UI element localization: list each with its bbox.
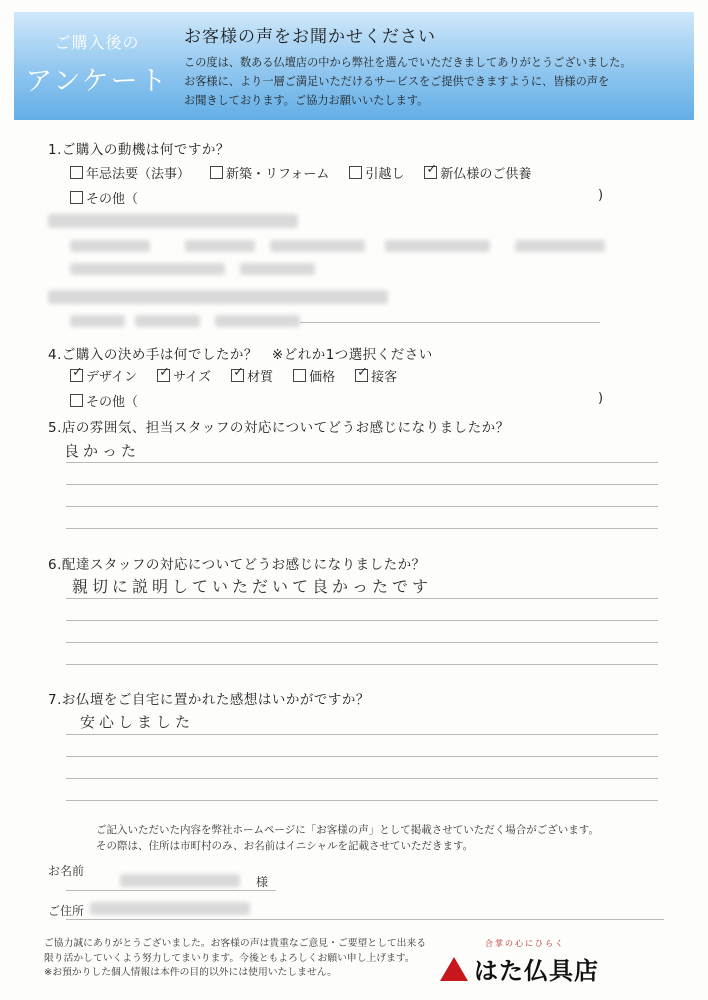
- answer-line: [66, 778, 658, 779]
- question-7: 7.お仏壇をご自宅に置かれた感想はいかがですか？: [48, 692, 370, 708]
- checkbox[interactable]: [293, 369, 306, 382]
- answer-line: [66, 734, 658, 735]
- name-field-line[interactable]: [66, 890, 276, 891]
- footer-line: ご協力誠にありがとうございました。お客様の声は貴重なご意見・ご要望として出来る: [44, 938, 427, 949]
- question-4: 4.ご購入の決め手は何でしたか？ ※どれか1つ選択ください: [48, 347, 433, 363]
- option-label: 年忌法要（法事）: [86, 167, 191, 182]
- redacted-option: [70, 315, 125, 327]
- other-label: その他（: [86, 192, 139, 207]
- checkbox[interactable]: [70, 394, 83, 407]
- answer-q7: 安心しました: [80, 713, 195, 731]
- name-label: お名前: [48, 864, 85, 878]
- answer-line: [66, 756, 658, 757]
- q4-other[interactable]: [70, 391, 138, 410]
- answer-line: [66, 620, 658, 621]
- redacted-option: [240, 263, 315, 275]
- q1-option[interactable]: [424, 163, 531, 182]
- header-left: [22, 30, 172, 98]
- option-label: 材質: [247, 370, 274, 385]
- survey-header: [14, 12, 694, 120]
- redacted-option: [135, 315, 200, 327]
- header-right: [184, 22, 684, 110]
- q4-option[interactable]: [70, 366, 137, 385]
- option-label: デザイン: [86, 370, 138, 385]
- address-field-line[interactable]: [66, 919, 664, 920]
- notice-line: ご記入いただいた内容を弊社ホームページに「お客様の声」として掲載させていただく場合がございます。: [96, 824, 599, 836]
- question-5: 5.店の雰囲気、担当スタッフの対応についてどうお感じになりましたか？: [48, 420, 510, 436]
- footer-line: ※お預かりした個人情報は本件の目的以外には使用いたしません。: [44, 967, 337, 978]
- intro-line: この度は、数ある仏壇店の中から弊社を選んでいただきましてありがとうございました。: [184, 56, 632, 69]
- checkbox[interactable]: [70, 191, 83, 204]
- q1-option[interactable]: [210, 163, 329, 182]
- answer-line: [66, 528, 658, 529]
- redacted-option: [185, 240, 255, 252]
- option-label: 引越し: [365, 167, 405, 182]
- option-label: 新築・リフォーム: [226, 167, 330, 182]
- header-big-title: アンケート: [25, 66, 169, 97]
- checkbox-checked[interactable]: [157, 369, 170, 382]
- q1-options: [70, 163, 531, 182]
- q1-other[interactable]: [70, 188, 138, 207]
- option-label: 価格: [309, 370, 336, 385]
- checkbox-checked[interactable]: [70, 369, 83, 382]
- checkbox[interactable]: [210, 166, 223, 179]
- q4-options: [70, 366, 397, 385]
- name-suffix: 様: [256, 875, 269, 889]
- redacted-option: [70, 263, 225, 275]
- q1-option[interactable]: [70, 163, 190, 182]
- answer-line: [66, 642, 658, 643]
- redacted-option: [215, 315, 300, 327]
- answer-line: [66, 484, 658, 485]
- answer-line: [66, 462, 658, 463]
- checkbox[interactable]: [70, 166, 83, 179]
- q1-close-paren: ): [598, 188, 604, 203]
- checkbox[interactable]: [349, 166, 362, 179]
- checkbox-checked[interactable]: [231, 369, 244, 382]
- footer-line: 限り活かしていくよう努力してまいります。今後ともよろしくお願い申し上げます。: [44, 952, 415, 964]
- q1-option[interactable]: [349, 163, 404, 182]
- intro-line: お聞きしております。ご協力お願いいたします。: [184, 94, 429, 107]
- redacted-option: [70, 240, 150, 252]
- intro-line: お客様に、より一層ご満足いただけるサービスをご提供できますように、皆様の声を: [184, 75, 610, 88]
- redacted-option: [385, 240, 490, 252]
- answer-line: [66, 664, 658, 665]
- q4-option[interactable]: [231, 366, 273, 385]
- mountain-icon: [440, 957, 468, 981]
- address-label: ご住所: [48, 904, 85, 918]
- question-1: 1.ご購入の動機は何ですか？: [48, 142, 230, 158]
- q4-option[interactable]: [157, 366, 211, 385]
- answer-q6: 親切に説明していただいて良かったです: [72, 577, 433, 596]
- header-title: お客様の声をお聞かせください: [184, 27, 436, 47]
- logo-name: はた仏具店: [474, 956, 599, 985]
- redacted-question-2: [48, 214, 298, 228]
- other-label: その他（: [86, 395, 139, 410]
- publication-notice: [96, 822, 599, 854]
- checkbox-checked[interactable]: [355, 369, 368, 382]
- option-label: 接客: [371, 370, 398, 385]
- redacted-question-3: [48, 290, 388, 304]
- q4-close-paren: ): [598, 391, 604, 406]
- question-6: 6.配達スタッフの対応についてどうお感じになりましたか？: [48, 557, 426, 573]
- checkbox-checked[interactable]: [424, 166, 437, 179]
- option-label: サイズ: [173, 370, 212, 385]
- q4-option[interactable]: [293, 366, 335, 385]
- notice-line: その際は、住所は市町村のみ、お名前はイニシャルを記載させていただきます。: [96, 840, 474, 852]
- answer-line: [300, 322, 600, 323]
- redacted-name: [120, 874, 240, 887]
- redacted-address: [90, 902, 250, 915]
- company-logo: [440, 938, 610, 985]
- answer-line: [66, 800, 658, 801]
- header-small-title: ご購入後の: [54, 33, 140, 52]
- redacted-option: [270, 240, 365, 252]
- answer-line: [66, 506, 658, 507]
- footer-thanks: [44, 937, 426, 981]
- header-intro: [184, 53, 684, 110]
- q4-option[interactable]: [355, 366, 397, 385]
- answer-q5: 良かった: [64, 442, 141, 460]
- option-label: 新仏様のご供養: [440, 167, 532, 182]
- logo-tagline: 合掌の心にひらく: [485, 939, 565, 948]
- answer-line: [66, 598, 658, 599]
- redacted-option: [515, 240, 605, 252]
- logo-mark: [440, 951, 610, 986]
